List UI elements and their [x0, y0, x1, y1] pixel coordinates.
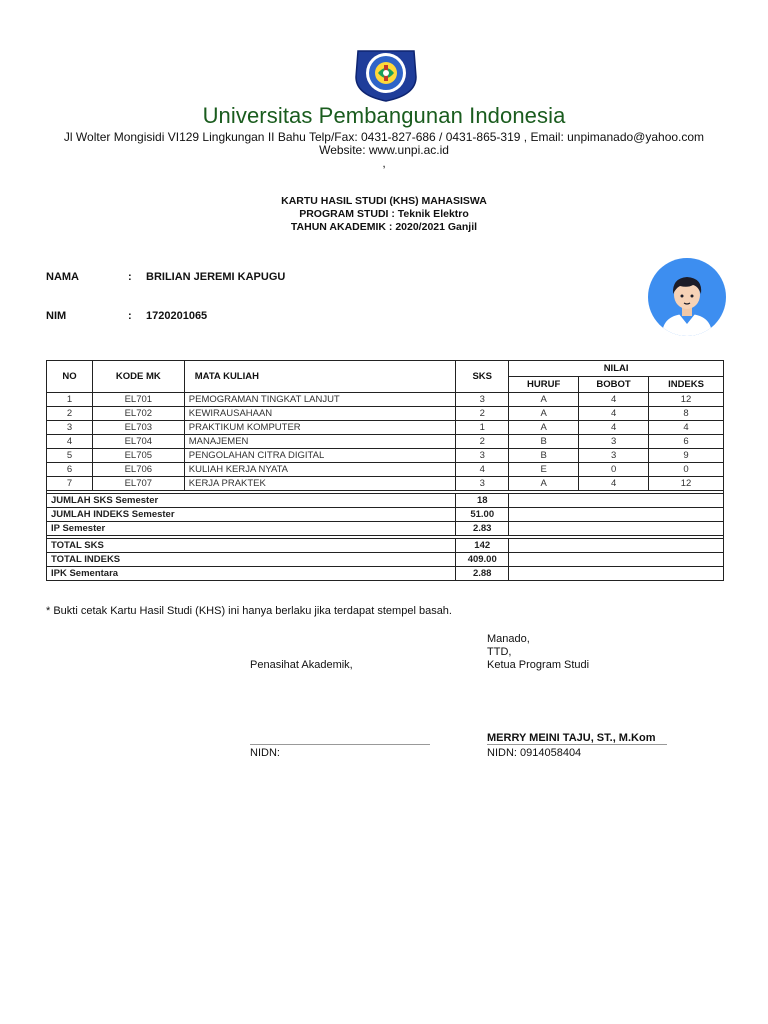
signature-place: Manado,: [487, 633, 530, 645]
summary-label: IP Semester: [47, 522, 456, 536]
cell-huruf: A: [509, 477, 579, 491]
cell-mata-kuliah: MANAJEMEN: [184, 435, 455, 449]
summary-label: IPK Sementara: [47, 567, 456, 581]
cell-huruf: B: [509, 449, 579, 463]
cell-indeks: 4: [649, 421, 724, 435]
cell-indeks: 12: [649, 393, 724, 407]
summary-row: [47, 508, 724, 522]
cell-kode: EL704: [92, 435, 184, 449]
title-line-1: KARTU HASIL STUDI (KHS) MAHASISWA: [281, 195, 487, 207]
cell-bobot: 4: [579, 421, 649, 435]
university-name: Universitas Pembangunan Indonesia: [202, 103, 566, 128]
cell-bobot: 4: [579, 407, 649, 421]
university-seal-icon: [350, 43, 422, 103]
cell-bobot: 3: [579, 449, 649, 463]
university-website: Website: www.unpi.ac.id: [319, 143, 449, 157]
table-row: [47, 435, 724, 449]
cell-sks: 1: [456, 421, 509, 435]
name-colon: :: [128, 271, 132, 283]
cell-mata-kuliah: KEWIRAUSAHAAN: [184, 407, 455, 421]
cell-no: 5: [47, 449, 93, 463]
grades-table: [46, 360, 724, 581]
cell-huruf: A: [509, 421, 579, 435]
header-bobot: BOBOT: [579, 377, 649, 393]
advisor-nidn: NIDN:: [250, 747, 280, 759]
header-no: NO: [47, 361, 93, 393]
table-row: [47, 463, 724, 477]
cell-no: 3: [47, 421, 93, 435]
header-mata-kuliah: MATA KULIAH: [184, 361, 455, 393]
summary-value: 2.88: [456, 567, 509, 581]
cell-bobot: 0: [579, 463, 649, 477]
advisor-title: Penasihat Akademik,: [250, 659, 353, 671]
cell-kode: EL706: [92, 463, 184, 477]
title-line-3: TAHUN AKADEMIK : 2020/2021 Ganjil: [290, 221, 478, 233]
cell-sks: 4: [456, 463, 509, 477]
cell-kode: EL707: [92, 477, 184, 491]
cell-no: 1: [47, 393, 93, 407]
summary-row: [47, 539, 724, 553]
table-row: [47, 477, 724, 491]
summary-label: JUMLAH SKS Semester: [47, 494, 456, 508]
signature-ttd: TTD,: [487, 646, 512, 658]
cell-sks: 3: [456, 477, 509, 491]
cell-kode: EL705: [92, 449, 184, 463]
header-sks: SKS: [456, 361, 509, 393]
kaprodi-nidn: NIDN: 0914058404: [487, 747, 582, 759]
kaprodi-block: [487, 633, 589, 672]
document-title: [0, 195, 768, 234]
cell-mata-kuliah: PENGOLAHAN CITRA DIGITAL: [184, 449, 455, 463]
student-avatar-icon: [648, 258, 726, 336]
cell-kode: EL702: [92, 407, 184, 421]
university-address: Jl Wolter Mongisidi VI129 Lingkungan II Bahu Telp/Fax: 0431-827-686 / 0431-865-319 , Email: unpimanado@yahoo.com: [63, 130, 705, 144]
cell-huruf: A: [509, 393, 579, 407]
cell-no: 7: [47, 477, 93, 491]
header-huruf: HURUF: [509, 377, 579, 393]
cell-huruf: B: [509, 435, 579, 449]
header-kode: KODE MK: [92, 361, 184, 393]
cell-bobot: 4: [579, 393, 649, 407]
summary-row: [47, 553, 724, 567]
nim-label: NIM: [46, 310, 67, 322]
summary-value: 18: [456, 494, 509, 508]
cell-mata-kuliah: PRAKTIKUM KOMPUTER: [184, 421, 455, 435]
header-extra: ,: [382, 156, 386, 170]
cell-no: 6: [47, 463, 93, 477]
advisor-signature-line: [250, 744, 430, 745]
cell-indeks: 9: [649, 449, 724, 463]
cell-no: 2: [47, 407, 93, 421]
student-nim: 1720201065: [146, 310, 208, 322]
cell-mata-kuliah: KERJA PRAKTEK: [184, 477, 455, 491]
cell-indeks: 0: [649, 463, 724, 477]
kaprodi-name: MERRY MEINI TAJU, ST., M.Kom: [487, 732, 656, 744]
cell-sks: 2: [456, 435, 509, 449]
cell-huruf: A: [509, 407, 579, 421]
summary-label: JUMLAH INDEKS Semester: [47, 508, 456, 522]
cell-sks: 3: [456, 449, 509, 463]
table-row: [47, 421, 724, 435]
cell-bobot: 3: [579, 435, 649, 449]
table-row: [47, 407, 724, 421]
cell-kode: EL703: [92, 421, 184, 435]
cell-bobot: 4: [579, 477, 649, 491]
summary-label: TOTAL INDEKS: [47, 553, 456, 567]
kaprodi-signature-line: [487, 744, 667, 745]
cell-no: 4: [47, 435, 93, 449]
summary-row: [47, 522, 724, 536]
cell-indeks: 8: [649, 407, 724, 421]
cell-mata-kuliah: PEMOGRAMAN TINGKAT LANJUT: [184, 393, 455, 407]
summary-value: 142: [456, 539, 509, 553]
table-row: [47, 393, 724, 407]
header-nilai: NILAI: [509, 361, 724, 377]
nim-colon: :: [128, 310, 132, 322]
title-line-2: PROGRAM STUDI : Teknik Elektro: [299, 208, 469, 220]
validity-note: * Bukti cetak Kartu Hasil Studi (KHS) ini hanya berlaku jika terdapat stempel basah.: [46, 605, 452, 617]
summary-row: [47, 567, 724, 581]
table-row: [47, 449, 724, 463]
cell-sks: 3: [456, 393, 509, 407]
summary-value: 51.00: [456, 508, 509, 522]
summary-row: [47, 494, 724, 508]
cell-indeks: 12: [649, 477, 724, 491]
summary-value: 2.83: [456, 522, 509, 536]
student-name: BRILIAN JEREMI KAPUGU: [146, 271, 286, 283]
summary-value: 409.00: [456, 553, 509, 567]
cell-huruf: E: [509, 463, 579, 477]
name-label: NAMA: [46, 271, 79, 283]
cell-indeks: 6: [649, 435, 724, 449]
header-indeks: INDEKS: [649, 377, 724, 393]
cell-mata-kuliah: KULIAH KERJA NYATA: [184, 463, 455, 477]
summary-label: TOTAL SKS: [47, 539, 456, 553]
kaprodi-title: Ketua Program Studi: [487, 659, 590, 671]
cell-kode: EL701: [92, 393, 184, 407]
cell-sks: 2: [456, 407, 509, 421]
